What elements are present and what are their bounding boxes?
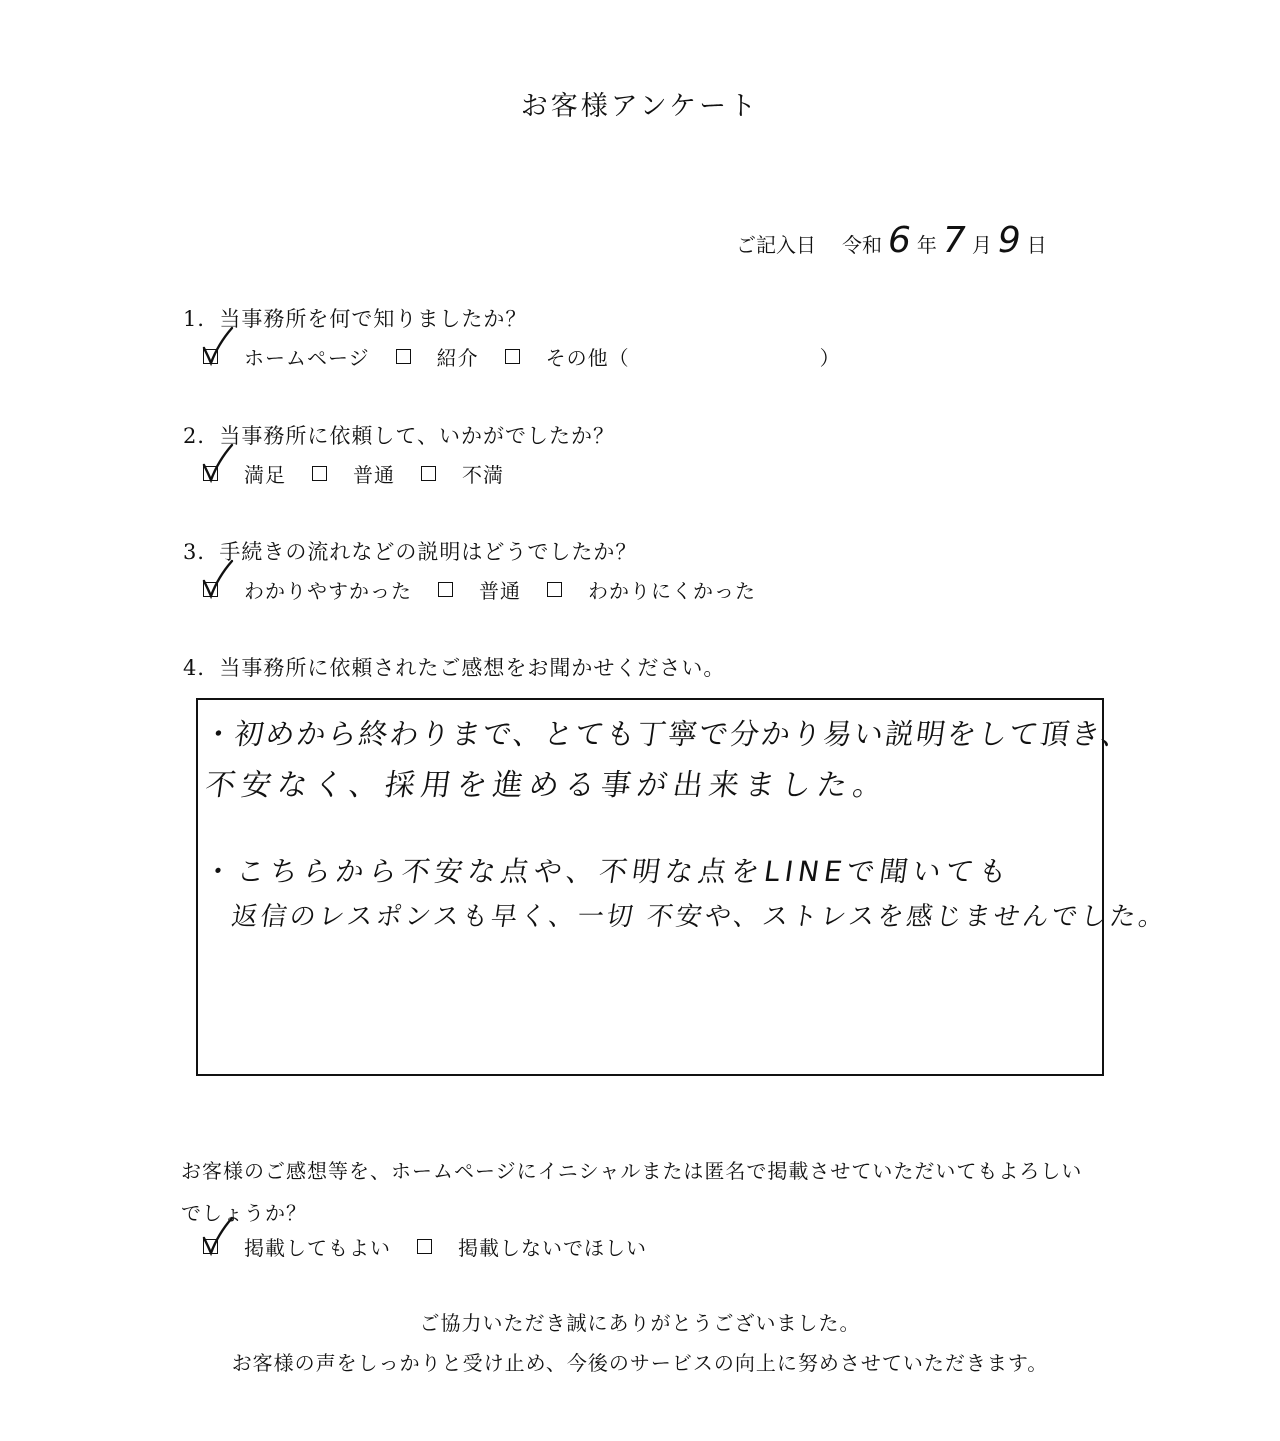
date-day[interactable]: 9 xyxy=(997,220,1021,261)
page-title: お客様アンケート xyxy=(520,91,760,122)
question-2-label: 2．当事務所に依頼して、いかがでしたか？ xyxy=(183,424,615,448)
publish-options xyxy=(203,1232,673,1261)
option-hard-label: わかりにくかった xyxy=(588,579,756,603)
option-referral-label: 紹介 xyxy=(436,346,479,370)
date-month[interactable]: 7 xyxy=(942,220,966,261)
date-year[interactable]: 6 xyxy=(888,220,911,261)
checkbox-referral[interactable] xyxy=(396,349,411,364)
comment-box[interactable] xyxy=(196,698,1170,1076)
option-normal-label: 普通 xyxy=(353,463,395,487)
check-mark-icon xyxy=(202,1216,236,1256)
option-publish-no-label: 掲載しないでほしい xyxy=(458,1236,647,1260)
checkbox-other[interactable] xyxy=(505,349,520,364)
date-day-unit: 日 xyxy=(1026,233,1047,257)
question-3-label: 3．手続きの流れなどの説明はどうでしたか？ xyxy=(183,540,638,564)
option-other-label: その他（ xyxy=(545,346,630,370)
option-homepage-label: ホームページ xyxy=(244,346,370,370)
comment-line-1: ・初めから終わりまで、とても丁寧で分かり易い説明をして頂き、 xyxy=(201,717,1135,751)
checkbox-normal[interactable] xyxy=(312,466,327,481)
question-3-options xyxy=(203,575,782,604)
check-mark-icon xyxy=(202,443,236,483)
check-mark-icon xyxy=(202,559,236,599)
checkbox-publish-no[interactable] xyxy=(417,1239,432,1254)
option-publish-ok-label: 掲載してもよい xyxy=(244,1236,391,1260)
question-1-options xyxy=(203,342,841,371)
publish-question: お客様のご感想等を、ホームページにイニシャルまたは匿名で掲載させていただいてもよろしいでしょうか？ xyxy=(181,1159,1083,1225)
checkbox-publish-ok[interactable] xyxy=(203,1239,218,1254)
option-easy-label: わかりやすかった xyxy=(244,579,412,603)
option-dissatisfied-label: 不満 xyxy=(462,463,504,487)
comment-line-3: ・こちらから不安な点や、不明な点をLINEで聞いても xyxy=(201,855,1015,888)
comment-line-2: 不安なく、採用を進める事が出来ました。 xyxy=(203,768,892,803)
option-other-close: ） xyxy=(819,346,841,370)
question-4-label: 4．当事務所に依頼されたご感想をお聞かせください。 xyxy=(183,656,726,680)
date-row xyxy=(736,220,1047,261)
date-era: 令和 xyxy=(842,233,882,257)
thanks-line-2: お客様の声をしっかりと受け止め、今後のサービスの向上に努めさせていただきます。 xyxy=(231,1351,1049,1375)
thanks-line-1: ご協力いただき誠にありがとうございました。 xyxy=(419,1311,861,1335)
comment-line-4: 返信のレスポンスも早く、一切 不安や、ストレスを感じませんでした。 xyxy=(229,902,1170,932)
date-year-unit: 年 xyxy=(916,233,937,257)
checkbox-satisfied[interactable] xyxy=(203,466,218,481)
date-label: ご記入日 xyxy=(736,233,816,257)
checkbox-hard[interactable] xyxy=(547,582,562,597)
checkbox-normal-2[interactable] xyxy=(438,582,453,597)
option-normal-2-label: 普通 xyxy=(479,579,521,603)
option-satisfied-label: 満足 xyxy=(244,463,286,487)
checkbox-easy[interactable] xyxy=(203,582,218,597)
checkbox-homepage[interactable] xyxy=(203,349,218,364)
date-month-unit: 月 xyxy=(971,233,992,257)
question-2-options xyxy=(203,459,530,488)
check-mark-icon xyxy=(202,326,236,366)
question-1-label: 1．当事務所を何で知りましたか？ xyxy=(183,307,528,331)
checkbox-dissatisfied[interactable] xyxy=(421,466,436,481)
